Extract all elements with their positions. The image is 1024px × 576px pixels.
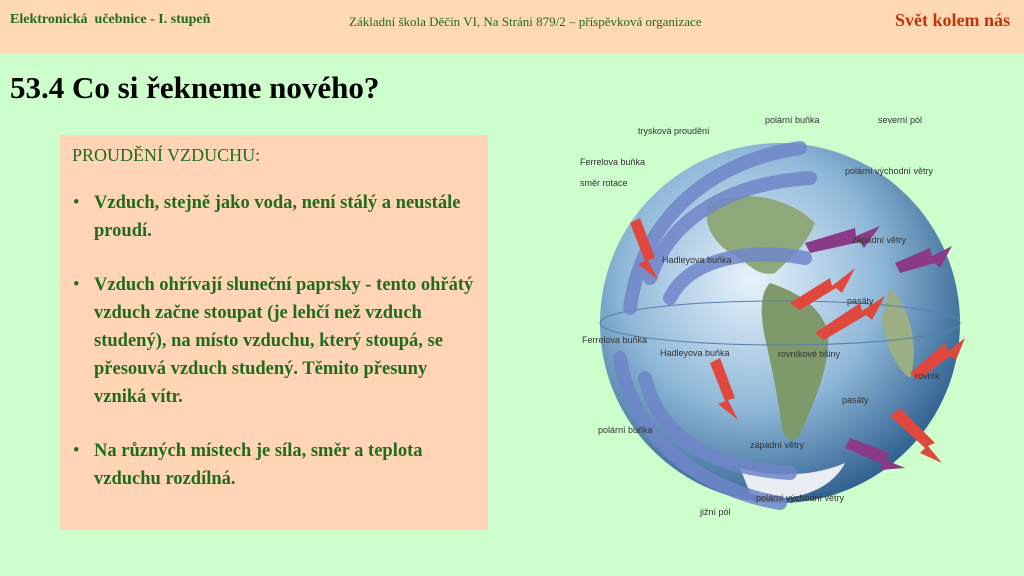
label-jizni-pol: jižní pól bbox=[700, 507, 731, 517]
bullet-text: Vzduch, stejně jako voda, není stálý a neustále proudí. bbox=[94, 193, 461, 241]
header-bar bbox=[0, 0, 1024, 54]
label-polarni-bunka-top: polární buňka bbox=[765, 115, 820, 125]
bullet-item bbox=[72, 437, 476, 493]
label-rovnikove-tisiny: rovníkové tišiny bbox=[778, 349, 841, 359]
label-polarni-vychodni-vetry-bottom: polární východní větry bbox=[756, 493, 845, 503]
label-hadleyova-bunka-mid: Hadleyova buňka bbox=[660, 348, 730, 358]
bullet-item bbox=[72, 271, 476, 411]
content-textbox bbox=[60, 135, 488, 530]
globe-circulation-diagram bbox=[560, 108, 1000, 528]
header-course-title: Elektronická učebnice - I. stupeň bbox=[10, 12, 211, 27]
header-school-name: Základní škola Děčín VI, Na Stráni 879/2 – příspěvková organizace bbox=[349, 14, 702, 29]
globe-image bbox=[560, 108, 1000, 528]
bullet-list bbox=[72, 189, 476, 493]
label-polarni-bunka-bottom: polární buňka bbox=[598, 425, 653, 435]
bullet-text: Vzduch ohřívají sluneční paprsky - tento ohřátý vzduch začne stoupat (je lehčí než vzduch studený), na místo vzduchu, který stoupá, se přesouvá vzduch studený. Těmito přesuny vzniká vítr. bbox=[94, 275, 474, 407]
bullet-item bbox=[72, 189, 476, 245]
bullet-icon: • bbox=[73, 193, 80, 213]
textbox-heading: PROUDĚNÍ VZDUCHU: bbox=[72, 145, 261, 165]
bullet-text: Na různých místech je síla, směr a teplota vzduchu rozdílná. bbox=[94, 441, 423, 489]
label-rovnik: rovník bbox=[915, 371, 940, 381]
label-polarni-vychodni-vetry-top: polární východní větry bbox=[845, 166, 934, 176]
label-severni-pol: severní pól bbox=[878, 115, 923, 125]
label-smer-rotace: směr rotace bbox=[580, 178, 628, 188]
label-hadleyova-bunka-top: Hadleyova buňka bbox=[662, 255, 732, 265]
bullet-icon: • bbox=[73, 441, 80, 461]
label-ferrelova-bunka-top: Ferrelova buňka bbox=[580, 157, 646, 167]
label-pasaty-top: pasáty bbox=[847, 296, 874, 306]
label-pasaty-bottom: pasáty bbox=[842, 395, 869, 405]
label-zapadni-vetry-bottom: západní větry bbox=[750, 440, 805, 450]
header-subject: Svět kolem nás bbox=[894, 10, 1010, 30]
label-trysk-proud: trysková proudění bbox=[638, 126, 710, 136]
label-ferrelova-bunka-mid: Ferrelova buňka bbox=[582, 335, 648, 345]
page-title: 53.4 Co si řekneme nového? bbox=[10, 70, 380, 105]
bullet-icon: • bbox=[73, 275, 80, 295]
label-zapadni-vetry-top: západní větry bbox=[852, 235, 907, 245]
